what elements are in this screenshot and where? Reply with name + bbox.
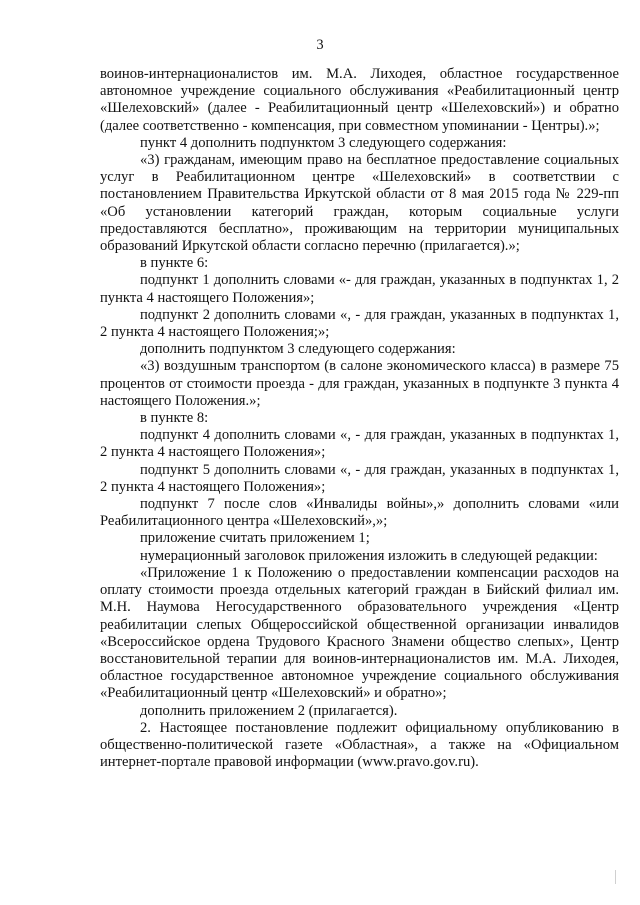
paragraph-12: подпункт 7 после слов «Инвалиды войны»,» дополнить словами «или Реабилитационного центра «Шелеховский»,»; xyxy=(100,496,619,530)
paragraph-9: в пункте 8: xyxy=(140,410,209,427)
paragraph-8: «3) воздушным транспортом (в салоне экономического класса) в размере 75 процентов от стоимости проезда - для граждан, указанных в подпункте 3 пункта 4 настоящего Положения.»; xyxy=(100,358,619,409)
paragraph-11: подпункт 5 дополнить словами «, - для граждан, указанных в подпунктах 1, 2 пункта 4 настоящего Положения»; xyxy=(100,461,619,495)
paragraph-14: нумерационный заголовок приложения изложить в следующей редакции: xyxy=(140,547,598,564)
page-number: 3 xyxy=(316,37,324,53)
paragraph-13: приложение считать приложением 1; xyxy=(140,530,370,547)
paragraph-5: подпункт 1 дополнить словами «- для граждан, указанных в подпунктах 1, 2 пункта 4 настоящего Положения»; xyxy=(100,272,619,306)
paragraph-4: в пункте 6: xyxy=(140,255,209,272)
scan-edge-mark xyxy=(615,870,616,884)
paragraph-6: подпункт 2 дополнить словами «, - для граждан, указанных в подпунктах 1, 2 пункта 4 настоящего Положения;»; xyxy=(100,306,619,341)
paragraph-10: подпункт 4 дополнить словами «, - для граждан, указанных в подпунктах 1, 2 пункта 4 настоящего Положения»; xyxy=(100,427,619,461)
paragraph-7: дополнить подпунктом 3 следующего содержания: xyxy=(140,341,456,358)
document-body xyxy=(100,66,619,771)
paragraph-3: «3) гражданам, имеющим право на бесплатное предоставление социальных услуг в Реабилитационном центре «Шелеховский» в соответствии с постановлением Правительства Иркутской области от 8 мая 2015 года № 229-пп «Об установлении категорий граждан, которым социальные услуги предоставляются бесплатно», проживающим на территории муниципальных образований Иркутской области согласно перечню (прилагается).»; xyxy=(100,152,619,255)
paragraph-16: дополнить приложением 2 (прилагается). xyxy=(140,702,398,719)
paragraph-15: «Приложение 1 к Положению о предоставлении компенсации расходов на оплату стоимости проезда отдельных категорий граждан в Бийский филиал им. М.Н. Наумова Негосударственного образовательного учреждения «Центр реабилитации слепых Общероссийской общественной организации инвалидов «Всероссийское ордена Трудового Красного Знамени общество слепых», Центр восстановительной терапии для воинов-интернационалистов им. М.А. Лиходея, областное государственное автономное учреждение социального обслуживания «Реабилитационный центр «Шелеховский» и обратно»; xyxy=(100,564,619,702)
paragraph-2: пункт 4 дополнить подпунктом 3 следующего содержания: xyxy=(140,134,507,151)
paragraph-1: воинов-интернационалистов им. М.А. Лиходея, областное государственное автономное учреждение социального обслуживания «Реабилитационный центр «Шелеховский» (далее - Реабилитационный центр «Шелеховский») и обратно (далее соответственно - компенсация, при совместном упоминании - Центры).»; xyxy=(100,66,619,134)
paragraph-17: 2. Настоящее постановление подлежит официальному опубликованию в общественно-политической газете «Областная», а также на «Официальном интернет-портале правовой информации (www.pravo.gov.ru). xyxy=(100,719,619,771)
